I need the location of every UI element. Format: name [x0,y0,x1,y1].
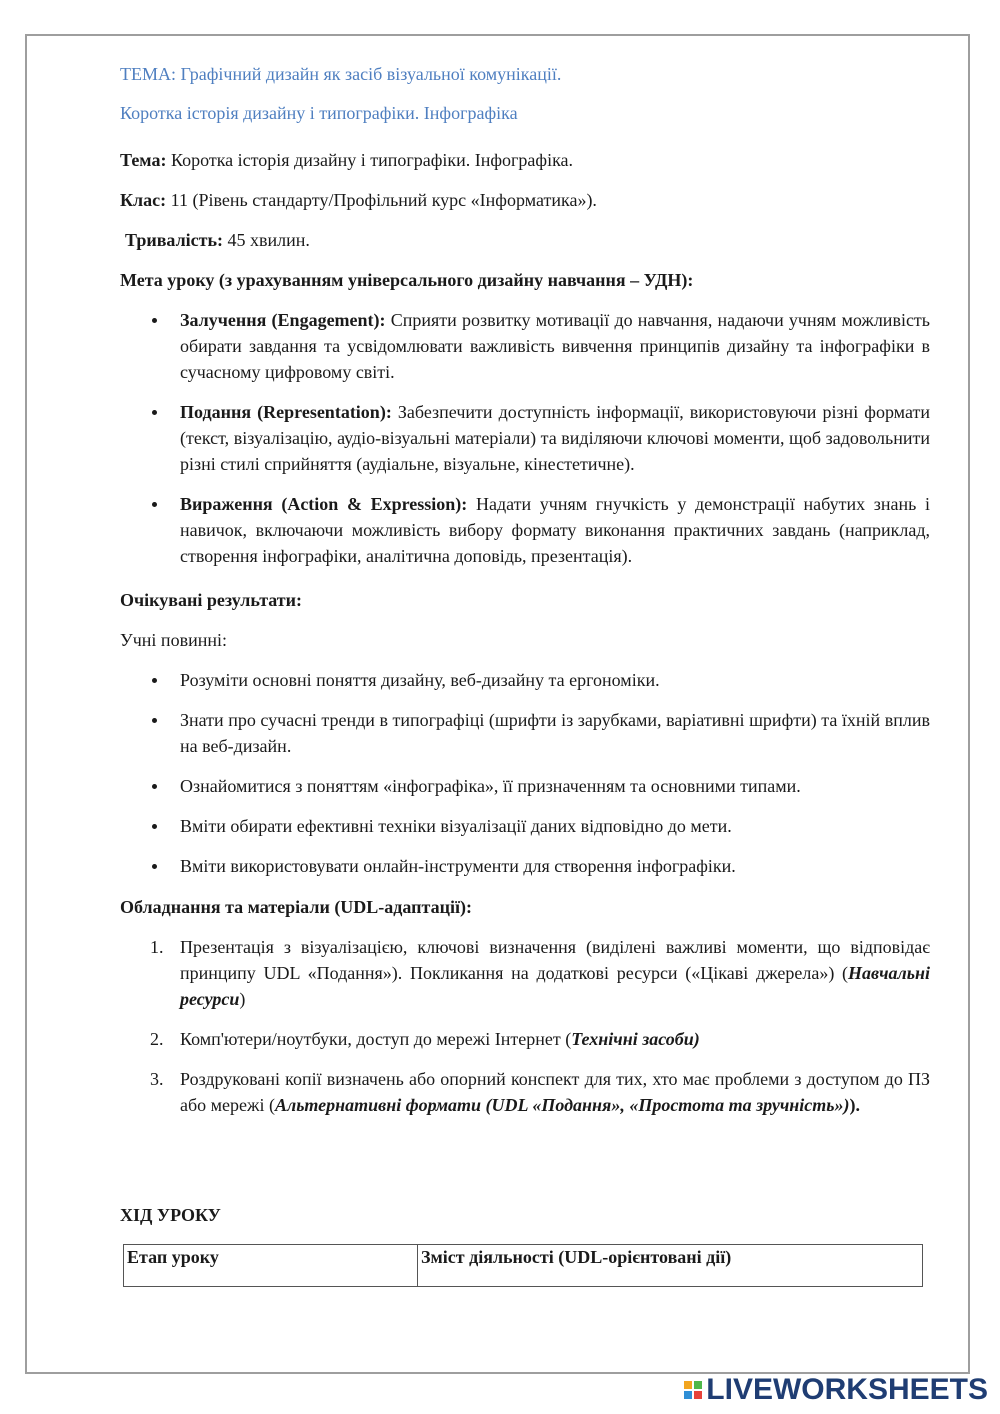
goal-item-engagement: Залучення (Engagement): Сприяти розвитку мотивації до навчання, надаючи учням можливість обирати завдання та усвідомлювати важливість вивчення принципів дизайну та інфографіки в сучасному цифровому світі. [120,307,930,385]
logo-blocks-icon [684,1381,702,1399]
bullet-icon [152,784,157,789]
goal-item-expression: Вираження (Action & Expression): Надати учням гнучкість у демонстрації набутих знань і навичок, включаючи можливість вибору формату виконання практичних завдань (наприклад, створення інфографіки, аналітична доповідь, презентація). [120,491,930,569]
lesson-heading: ХІД УРОКУ [120,1205,221,1225]
results-intro: Учні повинні: [120,630,227,650]
equipment-list [120,934,930,1118]
goal-item-representation: Подання (Representation): Забезпечити доступність інформації, використовуючи різні формати (текст, візуалізацію, аудіо-візуальні матеріали) та виділяючи ключові моменти, щоб задовольнити різні стилі сприйняття (аудіальне, візуальне, кінестетичне). [120,399,930,477]
topic-heading-line1: ТЕМА: Графічний дизайн як засіб візуальної комунікації. [120,64,562,84]
table-header-stage: Етап уроку [124,1245,418,1287]
equipment-item: 2. Комп'ютери/ноутбуки, доступ до мережі Інтернет (Технічні засоби) [150,1029,700,1049]
bullet-icon [152,410,157,415]
topic-label: Тема: [120,150,167,170]
equipment-heading: Обладнання та матеріали (UDL-адаптації): [120,897,472,917]
duration-value: 45 хвилин. [223,230,310,250]
duration-label: Тривалість: [125,230,224,250]
results-heading: Очікувані результати: [120,590,303,610]
duration-line [125,227,935,253]
result-item: Знати про сучасні тренди в типографіці (шрифти із зарубками, варіативні шрифти) та їхній вплив на веб-дизайн. [120,707,930,759]
bullet-icon [152,678,157,683]
table-header-content: Зміст діяльності (UDL-орієнтовані дії) [418,1245,923,1287]
liveworksheets-logo[interactable] [684,1374,988,1406]
bullet-icon [152,864,157,869]
table-row [124,1245,923,1287]
class-label: Клас: [120,190,167,210]
bullet-icon [152,318,157,323]
goals-heading: Мета уроку (з урахуванням універсального дизайну навчання – УДН): [120,270,694,290]
document-page [25,34,970,1374]
result-item: Вміти використовувати онлайн-інструменти для створення інфографіки. [120,853,930,879]
bullet-icon [152,502,157,507]
bullet-icon [152,718,157,723]
result-item: Вміти обирати ефективні техніки візуалізації даних відповідно до мети. [120,813,930,839]
result-item: Ознайомитися з поняттям «інфографіка», її призначенням та основними типами. [120,773,930,799]
class-value: 11 (Рівень стандарту/Профільний курс «Інформатика»). [166,190,597,210]
equipment-item: 3. Роздруковані копії визначень або опорний конспект для тих, хто має проблеми з доступом до ПЗ або мережі (Альтернативні формати (UDL «Подання», «Простота та зручність»)). [150,1069,930,1115]
results-list [120,667,930,879]
class-line [120,187,930,213]
topic-line [120,147,930,173]
result-item: Розуміти основні поняття дизайну, веб-дизайну та ергономіки. [120,667,930,693]
topic-value: Коротка історія дизайну і типографіки. Інфографіка. [166,150,574,170]
equipment-item: 1. Презентація з візуалізацією, ключові визначення (виділені важливі моменти, що відповідає принципу UDL «Подання»). Покликання на додаткові ресурси («Цікаві джерела») (Навчальні ресурси) [150,937,930,1009]
goals-list [120,307,930,569]
lesson-table [123,1244,923,1287]
logo-text: LIVEWORKSHEETS [706,1373,988,1406]
topic-heading-line2: Коротка історія дизайну і типографіки. Інфографіка [120,103,518,123]
bullet-icon [152,824,157,829]
